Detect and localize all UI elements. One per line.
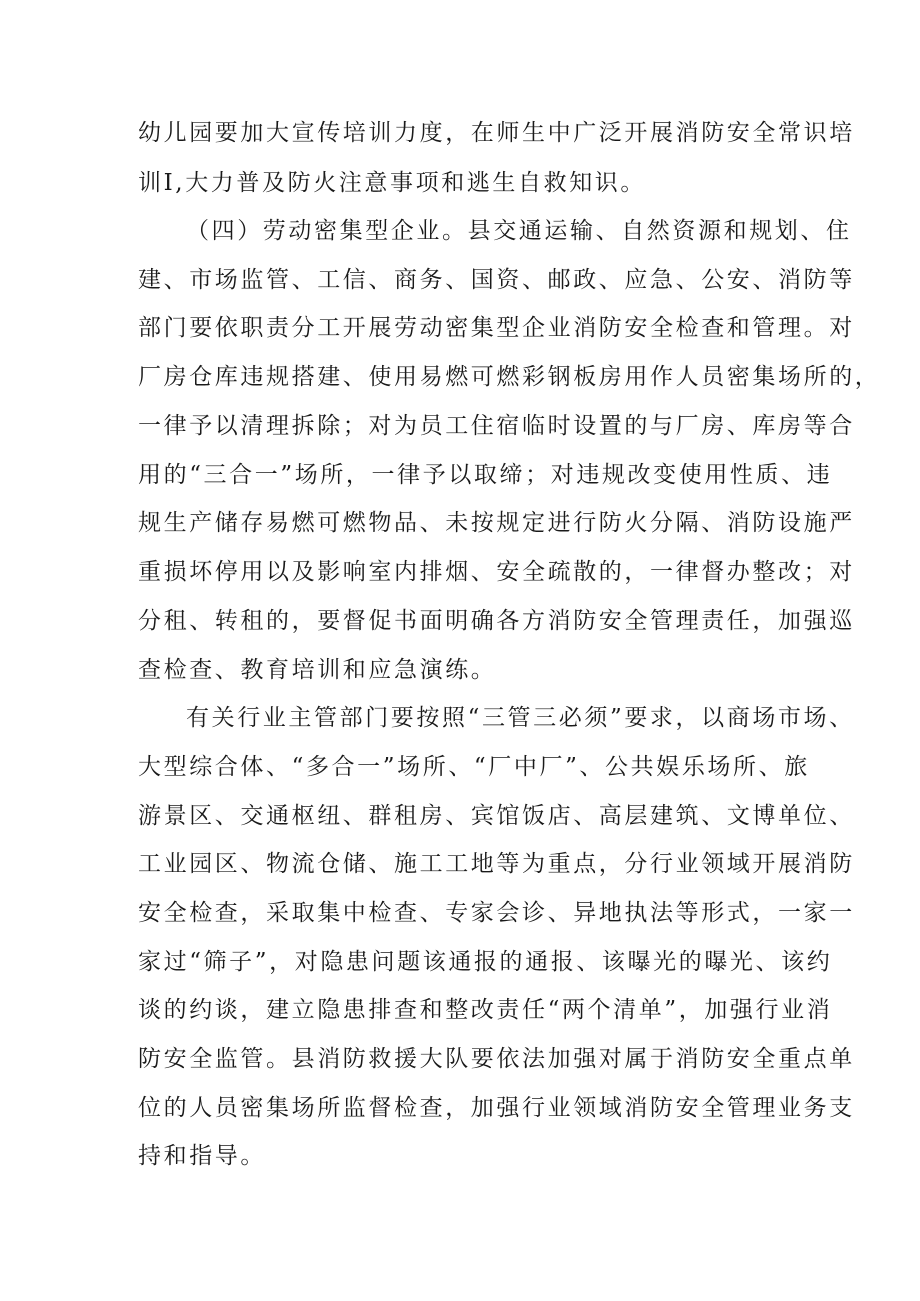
paragraph-line: 幼儿园要加大宣传培训力度，在师生中广泛开展消防安全常识培 — [138, 120, 855, 146]
paragraph-line: 厂房仓库违规搭建、使用易燃可燃彩钢板房用作人员密集场所的， — [138, 364, 881, 390]
paragraph-line: （四）劳动密集型企业。县交通运输、自然资源和规划、住 — [186, 218, 852, 244]
paragraph-line: 大型综合体、“多合一”场所、“厂中厂”、公共娱乐场所、旅 — [138, 754, 810, 780]
paragraph-line: 重损坏停用以及影响室内排烟、安全疏散的，一律督办整改；对 — [138, 559, 855, 585]
paragraph-line: 规生产储存易燃可燃物品、未按规定进行防火分隔、消防设施严 — [138, 510, 855, 536]
paragraph-line: 用的“三合一”场所，一律予以取缔；对违规改变使用性质、违 — [138, 462, 833, 488]
paragraph-line: 查检查、教育培训和应急演练。 — [138, 657, 497, 683]
paragraph-line: 分租、转租的，要督促书面明确各方消防安全管理责任，加强巡 — [138, 608, 855, 634]
paragraph-line: 游景区、交通枢纽、群租房、宾馆饭店、高层建筑、文博单位、 — [138, 803, 855, 829]
paragraph-line: 安全检查，采取集中检查、专家会诊、异地执法等形式，一家一 — [138, 900, 855, 926]
paragraph-line: 位的人员密集场所监督检查，加强行业领域消防安全管理业务支 — [138, 1095, 855, 1121]
paragraph-line: 谈的约谈，建立隐患排查和整改责任“两个清单”，加强行业消 — [138, 997, 833, 1023]
paragraph-line: 训I,大力普及防火注意事项和逃生自救知识。 — [138, 170, 646, 196]
paragraph-line: 工业园区、物流仓储、施工工地等为重点，分行业领域开展消防 — [138, 851, 855, 877]
paragraph-line: 防安全监管。县消防救援大队要依法加强对属于消防安全重点单 — [138, 1046, 855, 1072]
paragraph-line: 持和指导。 — [138, 1143, 266, 1169]
paragraph-line: 部门要依职责分工开展劳动密集型企业消防安全检查和管理。对 — [138, 315, 855, 341]
paragraph-line: 家过“筛子”，对隐患问题该通报的通报、该曝光的曝光、该约 — [138, 949, 833, 975]
paragraph-line: 一律予以清理拆除；对为员工住宿临时设置的与厂房、库房等合 — [138, 413, 855, 439]
paragraph-line: 有关行业主管部门要按照“三管三必须”要求，以商场市场、 — [186, 705, 855, 731]
paragraph-line: 建、市场监管、工信、商务、国资、邮政、应急、公安、消防等 — [138, 267, 855, 293]
